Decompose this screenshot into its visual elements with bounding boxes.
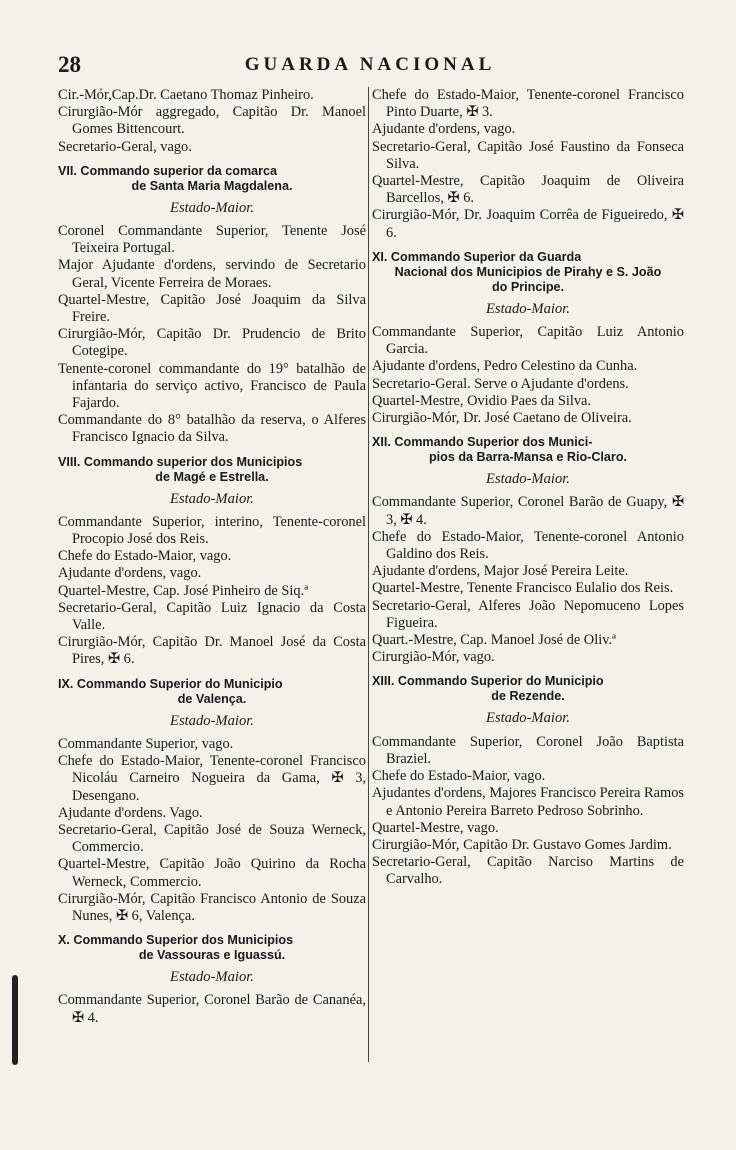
section-subtitle: Estado-Maior.	[170, 490, 254, 507]
entry: Chefe do Estado-Maior, Tenente-coronel Francisco Pinto Duarte, ✠ 3.	[372, 87, 684, 121]
entry: Ajudante d'ordens, vago.	[372, 121, 516, 138]
right-column	[372, 87, 684, 889]
section-number: IX.	[58, 676, 74, 691]
running-title: GUARDA NACIONAL	[244, 54, 496, 75]
section-number: X.	[58, 933, 70, 948]
section-heading-text: de Magé e Estrella.	[155, 469, 269, 484]
section-subtitle: Estado-Maior.	[486, 710, 570, 727]
section-heading-text: Commando Superior do Municipio	[76, 676, 283, 691]
section-heading-vii	[58, 164, 366, 194]
entry: Ajudante d'ordens. Vago.	[58, 804, 203, 821]
entry: Commandante Superior, vago.	[58, 735, 234, 752]
entry: Chefe do Estado-Maior, Tenente-coronel Antonio Galdino dos Reis.	[372, 528, 684, 563]
section-heading-text: Commando superior da comarca	[80, 163, 278, 178]
page-number: 28	[58, 52, 81, 77]
entry: Coronel Commandante Superior, Tenente José Teixeira Portugal.	[58, 223, 366, 257]
entry: Cirurgião-Mór, Capitão Dr. Prudencio de Brito Cotegipe.	[58, 326, 366, 360]
section-heading-text: de Santa Maria Magdalena.	[131, 178, 293, 193]
entry: Secretario-Geral, vago.	[58, 138, 192, 155]
section-number: VIII.	[58, 454, 81, 469]
left-column	[58, 87, 366, 1027]
entry: Ajudantes d'ordens, Majores Francisco Pereira Ramos e Antonio Pereira Barreto Pedroso Sobrinho.	[372, 785, 684, 819]
entry: Ajudante d'ordens, Pedro Celestino da Cunha.	[372, 358, 638, 375]
entry: Cirurgião-Mór aggregado, Capitão Dr. Manoel Gomes Bittencourt.	[58, 104, 366, 138]
entry: Secretario-Geral, Capitão José de Souza Werneck, Commercio.	[58, 821, 366, 856]
entry: Ajudante d'ordens, vago.	[58, 565, 202, 582]
section-heading-text: Commando superior dos Municipios	[83, 454, 303, 469]
entry: Commandante Superior, Coronel Barão de Cananéa, ✠ 4.	[58, 992, 366, 1026]
entry: Quart.-Mestre, Cap. Manoel José de Oliv.ª	[372, 632, 617, 649]
section-heading-text: pios da Barra-Mansa e Rio-Claro.	[428, 450, 628, 465]
entry: Quartel-Mestre, Cap. José Pinheiro de Siq.ª	[58, 582, 309, 599]
section-heading-xii	[372, 435, 684, 465]
entry: Cirurgião-Mór, vago.	[372, 649, 495, 666]
entry: Quartel-Mestre, Capitão José Joaquim da Silva Freire.	[58, 291, 366, 326]
section-subtitle: Estado-Maior.	[170, 199, 254, 216]
entry: Cirurgião-Mór, Capitão Dr. Gustavo Gomes Jardim.	[372, 836, 672, 853]
section-heading-text: de Rezende.	[491, 689, 565, 704]
section-heading-text: Commando Superior dos Munici-	[394, 435, 593, 450]
entry: Secretario-Geral. Serve o Ajudante d'ordens.	[372, 375, 629, 392]
entry: Secretario-Geral, Capitão Luiz Ignacio da Costa Valle.	[58, 599, 366, 634]
entry: Quartel-Mestre, Capitão João Quirino da Rocha Werneck, Commercio.	[58, 856, 366, 890]
section-heading-ix	[58, 677, 366, 707]
section-subtitle: Estado-Maior.	[170, 969, 254, 986]
section-heading-viii	[58, 455, 366, 485]
section-subtitle: Estado-Maior.	[486, 471, 570, 488]
section-heading-xiii	[372, 674, 684, 704]
entry: Chefe do Estado-Maior, Tenente-coronel Francisco Nicoláu Carneiro Nogueira da Gama, ✠ 3, Desengano.	[58, 753, 366, 804]
entry: Cir.-Mór,Cap.Dr. Caetano Thomaz Pinheiro.	[58, 87, 314, 103]
entry: Secretario-Geral, Capitão Narciso Martins de Carvalho.	[372, 854, 684, 888]
entry: Quartel-Mestre, vago.	[372, 819, 499, 836]
section-heading-text: Commando Superior dos Municipios	[73, 933, 294, 948]
section-subtitle: Estado-Maior.	[486, 300, 570, 317]
entry: Chefe do Estado-Maior, vago.	[58, 548, 232, 565]
section-number: VII.	[58, 163, 77, 178]
section-heading-xi	[372, 250, 684, 295]
section-subtitle: Estado-Maior.	[170, 712, 254, 729]
running-header	[58, 52, 682, 82]
entry: Major Ajudante d'ordens, servindo de Secretario Geral, Vicente Ferreira de Moraes.	[58, 257, 366, 291]
section-heading-text: de Valença.	[177, 691, 247, 706]
entry: Commandante Superior, Coronel João Baptista Braziel.	[372, 733, 684, 767]
entry: Commandante Superior, Coronel Barão de Guapy, ✠ 3, ✠ 4.	[372, 494, 684, 528]
entry: Cirurgião-Mór, Capitão Dr. Manoel José da Costa Pires, ✠ 6.	[58, 634, 366, 668]
entry: Commandante Superior, Capitão Luiz Antonio Garcia.	[372, 324, 684, 358]
section-number: XII.	[372, 435, 391, 450]
section-heading-text: Commando Superior da Guarda	[390, 249, 582, 264]
section-number: XI.	[372, 249, 388, 264]
section-number: XIII.	[372, 674, 395, 689]
entry: Tenente-coronel commandante do 19° batalhão de infantaria do serviço activo, Francisco de Paula Fajardo.	[58, 360, 366, 412]
column-divider	[368, 87, 369, 1062]
section-heading-text: Commando Superior do Municipio	[397, 674, 604, 689]
entry: Quartel-Mestre, Ovidio Paes da Silva.	[372, 392, 592, 409]
section-heading-text: de Vassouras e Iguassú.	[138, 948, 286, 963]
entry: Quartel-Mestre, Capitão Joaquim de Oliveira Barcellos, ✠ 6.	[372, 173, 684, 207]
entry: Quartel-Mestre, Tenente Francisco Eulalio dos Reis.	[372, 580, 674, 597]
entry: Chefe do Estado-Maior, vago.	[372, 768, 546, 785]
entry: Commandante do 8° batalhão da reserva, o Alferes Francisco Ignacio da Silva.	[58, 412, 366, 446]
entry: Secretario-Geral, Alferes João Nepomuceno Lopes Figueira.	[372, 597, 684, 631]
section-heading-text: Nacional dos Municipios de Pirahy e S. João do Principe.	[394, 264, 662, 294]
entry: Cirurgião-Mór, Capitão Francisco Antonio de Souza Nunes, ✠ 6, Valença.	[58, 890, 366, 924]
entry: Cirurgião-Mór, Dr. José Caetano de Oliveira.	[372, 410, 632, 427]
entry: Secretario-Geral, Capitão José Faustino da Fonseca Silva.	[372, 138, 684, 172]
section-heading-x	[58, 933, 366, 963]
scan-edge-mark	[12, 975, 18, 1065]
entry: Commandante Superior, interino, Tenente-coronel Procopio José dos Reis.	[58, 513, 366, 548]
entry: Ajudante d'ordens, Major José Pereira Leite.	[372, 563, 629, 580]
entry: Cirurgião-Mór, Dr. Joaquim Corrêa de Figueiredo, ✠ 6.	[372, 207, 684, 241]
